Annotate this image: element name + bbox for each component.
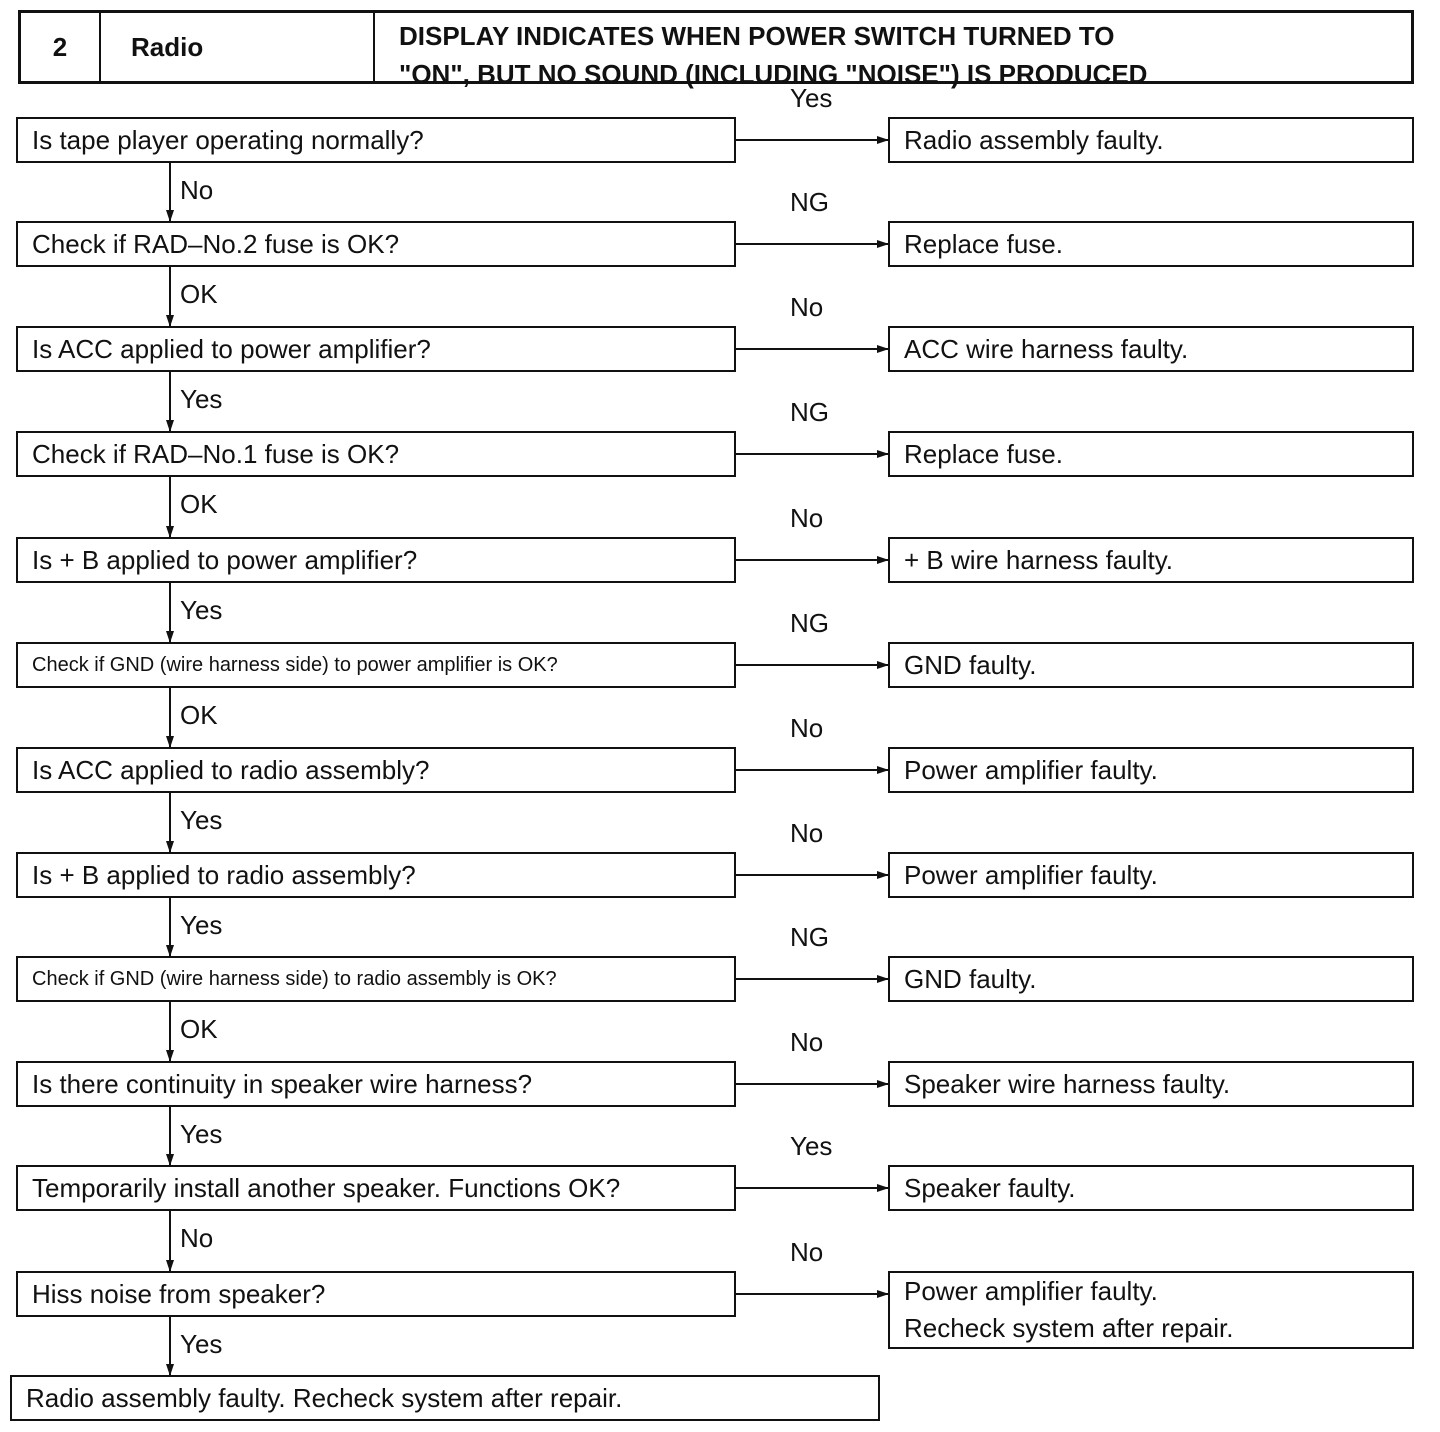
flow-label: Yes (180, 595, 223, 625)
result-box (888, 537, 1414, 583)
result-text: Power amplifier faulty. (904, 859, 1158, 890)
flow-label: OK (180, 279, 218, 309)
branch-label: No (790, 503, 824, 533)
result-text-line2: Recheck system after repair. (904, 1313, 1234, 1343)
flow-label: OK (180, 1014, 218, 1044)
result-box (888, 326, 1414, 372)
result-box (888, 956, 1414, 1002)
result-text: GND faulty. (904, 649, 1037, 680)
result-text: Radio assembly faulty. (904, 124, 1164, 155)
flow-label: Yes (180, 1119, 223, 1149)
flow-label: OK (180, 489, 218, 519)
question-box: Hiss noise from speaker? (16, 1271, 736, 1317)
branch-label: No (790, 818, 824, 848)
procedure-number: 2 (21, 13, 101, 81)
result-box (888, 642, 1414, 688)
branch-label: No (790, 1027, 824, 1057)
question-box: Is + B applied to power amplifier? (16, 537, 736, 583)
final-result-box: Radio assembly faulty. Recheck system after repair. (10, 1375, 880, 1421)
question-box: Is tape player operating normally? (16, 117, 736, 163)
result-text: ACC wire harness faulty. (904, 333, 1189, 364)
system-name: Radio (101, 13, 375, 81)
symptom-title-line1: DISPLAY INDICATES WHEN POWER SWITCH TURNED TO (399, 21, 1115, 51)
result-text: Power amplifier faulty. (904, 1276, 1158, 1306)
question-box: Check if RAD–No.2 fuse is OK? (16, 221, 736, 267)
branch-label: NG (790, 397, 829, 427)
result-text: Replace fuse. (904, 228, 1063, 259)
result-box (888, 221, 1414, 267)
flow-label: No (180, 1223, 214, 1253)
branch-label: Yes (790, 83, 833, 113)
result-box (888, 117, 1414, 163)
question-box: Is ACC applied to radio assembly? (16, 747, 736, 793)
result-box (888, 747, 1414, 793)
flow-label: No (180, 175, 214, 205)
result-box (888, 1061, 1414, 1107)
result-box (888, 852, 1414, 898)
result-text: + B wire harness faulty. (904, 544, 1174, 575)
branch-label: No (790, 713, 824, 743)
question-box: Check if GND (wire harness side) to radio assembly is OK? (16, 956, 736, 1002)
branch-label: Yes (790, 1131, 833, 1161)
result-text: GND faulty. (904, 963, 1037, 994)
flow-label: Yes (180, 910, 223, 940)
result-text: Power amplifier faulty. (904, 754, 1158, 785)
branch-label: NG (790, 922, 829, 952)
flow-label: OK (180, 700, 218, 730)
result-box (888, 1271, 1414, 1349)
flow-label: Yes (180, 1329, 223, 1359)
branch-label: No (790, 292, 824, 322)
question-box: Is + B applied to radio assembly? (16, 852, 736, 898)
branch-label: NG (790, 187, 829, 217)
result-box (888, 431, 1414, 477)
result-text: Speaker wire harness faulty. (904, 1068, 1231, 1099)
question-box: Check if GND (wire harness side) to power amplifier is OK? (16, 642, 736, 688)
symptom-title-line2: "ON", BUT NO SOUND (INCLUDING "NOISE") IS PRODUCED (399, 59, 1148, 89)
branch-label: NG (790, 608, 829, 638)
flow-label: Yes (180, 384, 223, 414)
question-box: Is ACC applied to power amplifier? (16, 326, 736, 372)
result-box (888, 1165, 1414, 1211)
question-box: Check if RAD–No.1 fuse is OK? (16, 431, 736, 477)
result-text: Replace fuse. (904, 438, 1063, 469)
result-text: Speaker faulty. (904, 1172, 1076, 1203)
flow-label: Yes (180, 805, 223, 835)
question-box: Is there continuity in speaker wire harness? (16, 1061, 736, 1107)
question-box: Temporarily install another speaker. Functions OK? (16, 1165, 736, 1211)
branch-label: No (790, 1237, 824, 1267)
